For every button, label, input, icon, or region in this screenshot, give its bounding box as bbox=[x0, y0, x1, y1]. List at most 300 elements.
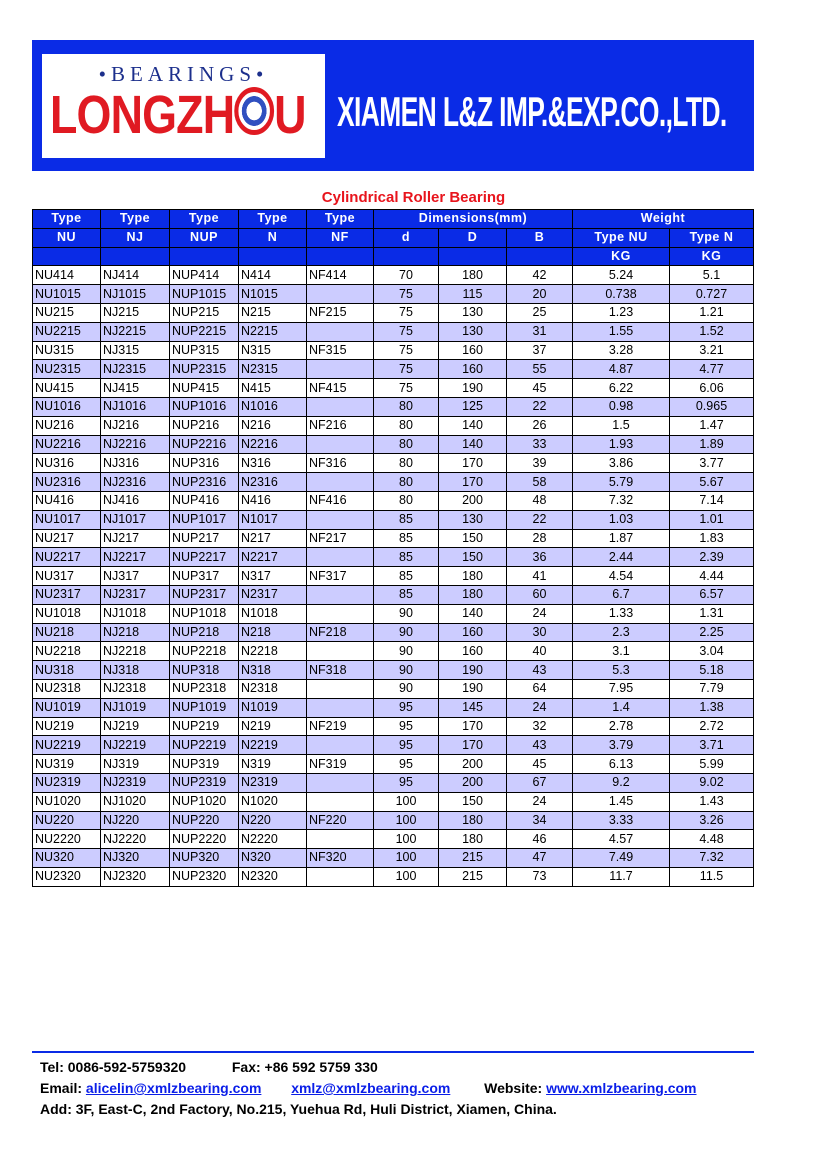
email-link-alicelin[interactable]: alicelin@xmlzbearing.com bbox=[85, 1080, 262, 1096]
email-link-xmlz[interactable]: xmlz@xmlzbearing.com bbox=[291, 1080, 451, 1096]
table-cell: 73 bbox=[507, 867, 573, 886]
table-row bbox=[33, 473, 754, 492]
header-cell bbox=[101, 247, 170, 266]
table-cell: 37 bbox=[507, 341, 573, 360]
header-cell: D bbox=[439, 228, 507, 247]
table-cell: NU1020 bbox=[33, 792, 101, 811]
table-cell: NUP319 bbox=[170, 755, 239, 774]
table-row bbox=[33, 698, 754, 717]
table-cell: NU2319 bbox=[33, 773, 101, 792]
table-cell: 2.3 bbox=[573, 623, 670, 642]
table-cell: N316 bbox=[239, 454, 307, 473]
table-cell: 2.25 bbox=[670, 623, 754, 642]
table-cell: NUP2315 bbox=[170, 360, 239, 379]
table-cell: NUP2317 bbox=[170, 585, 239, 604]
table-cell: NJ219 bbox=[101, 717, 170, 736]
table-cell: 160 bbox=[439, 623, 507, 642]
header-cell: Type NU bbox=[573, 228, 670, 247]
table-row bbox=[33, 510, 754, 529]
table-cell: NJ1020 bbox=[101, 792, 170, 811]
table-body bbox=[33, 210, 754, 887]
table-cell: NU2215 bbox=[33, 322, 101, 341]
table-cell: 31 bbox=[507, 322, 573, 341]
table-cell: NUP2318 bbox=[170, 679, 239, 698]
table-cell: 75 bbox=[374, 360, 439, 379]
table-cell: NUP1018 bbox=[170, 604, 239, 623]
table-cell: NUP2218 bbox=[170, 642, 239, 661]
table-cell: NJ317 bbox=[101, 567, 170, 586]
table-cell: 1.52 bbox=[670, 322, 754, 341]
logo-tagline: •BEARINGS• bbox=[98, 62, 269, 86]
table-cell: 7.79 bbox=[670, 679, 754, 698]
table-cell: NF315 bbox=[307, 341, 374, 360]
table-cell: 70 bbox=[374, 266, 439, 285]
table-cell: NJ320 bbox=[101, 849, 170, 868]
table-cell: 45 bbox=[507, 379, 573, 398]
table-cell: NUP2217 bbox=[170, 548, 239, 567]
table-cell: NU1018 bbox=[33, 604, 101, 623]
table-cell: 30 bbox=[507, 623, 573, 642]
header-cell: Type bbox=[101, 210, 170, 229]
table-cell: NUP414 bbox=[170, 266, 239, 285]
table-cell: 43 bbox=[507, 661, 573, 680]
table-cell: 3.21 bbox=[670, 341, 754, 360]
table-cell: NUP2215 bbox=[170, 322, 239, 341]
table-cell: N2219 bbox=[239, 736, 307, 755]
table-cell: 4.54 bbox=[573, 567, 670, 586]
footer-divider bbox=[32, 1051, 754, 1053]
table-cell: N2216 bbox=[239, 435, 307, 454]
table-cell bbox=[307, 642, 374, 661]
table-cell: 3.1 bbox=[573, 642, 670, 661]
table-cell: NU2316 bbox=[33, 473, 101, 492]
header-cell: NF bbox=[307, 228, 374, 247]
table-cell: NJ2315 bbox=[101, 360, 170, 379]
header-cell: NU bbox=[33, 228, 101, 247]
table-cell: 1.43 bbox=[670, 792, 754, 811]
table-cell: N1018 bbox=[239, 604, 307, 623]
header-cell: KG bbox=[670, 247, 754, 266]
header-cell: Type bbox=[33, 210, 101, 229]
table-cell: NF220 bbox=[307, 811, 374, 830]
table-cell: NJ2216 bbox=[101, 435, 170, 454]
header-cell: NJ bbox=[101, 228, 170, 247]
table-cell: NUP320 bbox=[170, 849, 239, 868]
header-cell bbox=[307, 247, 374, 266]
table-cell: 75 bbox=[374, 322, 439, 341]
table-cell: 39 bbox=[507, 454, 573, 473]
table-cell: 100 bbox=[374, 849, 439, 868]
table-cell: NF414 bbox=[307, 266, 374, 285]
table-cell: N215 bbox=[239, 303, 307, 322]
table-cell: N2318 bbox=[239, 679, 307, 698]
table-cell: NJ2218 bbox=[101, 642, 170, 661]
table-cell: 9.2 bbox=[573, 773, 670, 792]
header-cell bbox=[33, 247, 101, 266]
table-cell: NJ416 bbox=[101, 491, 170, 510]
table-row bbox=[33, 661, 754, 680]
table-cell: 3.33 bbox=[573, 811, 670, 830]
table-cell: N1019 bbox=[239, 698, 307, 717]
table-cell: NUP220 bbox=[170, 811, 239, 830]
table-cell: 3.26 bbox=[670, 811, 754, 830]
table-cell: 85 bbox=[374, 529, 439, 548]
footer-email-label: Email: bbox=[40, 1080, 83, 1096]
table-cell: 80 bbox=[374, 435, 439, 454]
table-cell: 85 bbox=[374, 585, 439, 604]
table-cell: NUP217 bbox=[170, 529, 239, 548]
table-row bbox=[33, 491, 754, 510]
table-cell: 1.4 bbox=[573, 698, 670, 717]
header-cell: N bbox=[239, 228, 307, 247]
table-cell: 60 bbox=[507, 585, 573, 604]
table-cell: 4.44 bbox=[670, 567, 754, 586]
header-cell: Type bbox=[307, 210, 374, 229]
table-cell: 58 bbox=[507, 473, 573, 492]
table-cell: NUP2219 bbox=[170, 736, 239, 755]
table-cell: NU415 bbox=[33, 379, 101, 398]
table-cell: 180 bbox=[439, 811, 507, 830]
logo-brand-right: U bbox=[274, 85, 306, 145]
table-row bbox=[33, 435, 754, 454]
table-cell bbox=[307, 792, 374, 811]
table-cell: 200 bbox=[439, 755, 507, 774]
table-cell: NJ2319 bbox=[101, 773, 170, 792]
table-cell: 32 bbox=[507, 717, 573, 736]
table-cell: N2217 bbox=[239, 548, 307, 567]
table-cell: NUP415 bbox=[170, 379, 239, 398]
table-cell: 0.965 bbox=[670, 397, 754, 416]
table-cell: 75 bbox=[374, 303, 439, 322]
table-row bbox=[33, 360, 754, 379]
table-cell: 26 bbox=[507, 416, 573, 435]
table-cell: 1.31 bbox=[670, 604, 754, 623]
table-cell: 7.32 bbox=[670, 849, 754, 868]
table-cell: NJ2215 bbox=[101, 322, 170, 341]
bearing-table bbox=[32, 209, 754, 887]
table-cell: 150 bbox=[439, 548, 507, 567]
table-cell: 5.67 bbox=[670, 473, 754, 492]
table-cell: 1.55 bbox=[573, 322, 670, 341]
table-cell: 42 bbox=[507, 266, 573, 285]
table-cell: 20 bbox=[507, 285, 573, 304]
table-cell: 95 bbox=[374, 773, 439, 792]
table-cell: 4.77 bbox=[670, 360, 754, 379]
header-cell: KG bbox=[573, 247, 670, 266]
table-row bbox=[33, 604, 754, 623]
table-cell: NF316 bbox=[307, 454, 374, 473]
table-row bbox=[33, 322, 754, 341]
table-cell: NU1019 bbox=[33, 698, 101, 717]
table-cell: 48 bbox=[507, 491, 573, 510]
table-cell: 41 bbox=[507, 567, 573, 586]
table-cell: 22 bbox=[507, 397, 573, 416]
table-cell: 2.39 bbox=[670, 548, 754, 567]
table-cell: 3.86 bbox=[573, 454, 670, 473]
table-cell: NF217 bbox=[307, 529, 374, 548]
table-cell: 80 bbox=[374, 397, 439, 416]
table-cell: 215 bbox=[439, 867, 507, 886]
table-row bbox=[33, 849, 754, 868]
table-cell: N2215 bbox=[239, 322, 307, 341]
table-cell bbox=[307, 736, 374, 755]
table-cell: 190 bbox=[439, 661, 507, 680]
table-row bbox=[33, 303, 754, 322]
table-cell: NUP219 bbox=[170, 717, 239, 736]
table-row bbox=[33, 379, 754, 398]
table-cell: N1020 bbox=[239, 792, 307, 811]
table-cell: NF218 bbox=[307, 623, 374, 642]
table-cell: N320 bbox=[239, 849, 307, 868]
table-cell: 115 bbox=[439, 285, 507, 304]
table-cell: NUP318 bbox=[170, 661, 239, 680]
table-cell: 2.72 bbox=[670, 717, 754, 736]
company-logo bbox=[42, 54, 325, 158]
table-cell: NJ2220 bbox=[101, 830, 170, 849]
table-cell: N416 bbox=[239, 491, 307, 510]
table-row bbox=[33, 285, 754, 304]
website-link[interactable]: www.xmlzbearing.com bbox=[546, 1080, 697, 1096]
table-row bbox=[33, 454, 754, 473]
table-cell: N2320 bbox=[239, 867, 307, 886]
header-cell: Type bbox=[239, 210, 307, 229]
table-cell: NJ1015 bbox=[101, 285, 170, 304]
table-cell: 95 bbox=[374, 736, 439, 755]
table-cell: 0.738 bbox=[573, 285, 670, 304]
table-cell: N2220 bbox=[239, 830, 307, 849]
table-cell: NUP2320 bbox=[170, 867, 239, 886]
table-cell: 1.83 bbox=[670, 529, 754, 548]
table-cell: N1017 bbox=[239, 510, 307, 529]
table-cell: NJ414 bbox=[101, 266, 170, 285]
table-cell: 160 bbox=[439, 642, 507, 661]
table-cell: 3.77 bbox=[670, 454, 754, 473]
table-cell bbox=[307, 698, 374, 717]
table-cell: N415 bbox=[239, 379, 307, 398]
table-cell: NJ218 bbox=[101, 623, 170, 642]
table-cell: 5.18 bbox=[670, 661, 754, 680]
table-cell: 24 bbox=[507, 792, 573, 811]
table-cell: 1.47 bbox=[670, 416, 754, 435]
footer-tel: Tel: 0086-592-5759320 bbox=[40, 1059, 187, 1075]
table-cell: NU219 bbox=[33, 717, 101, 736]
table-cell: N216 bbox=[239, 416, 307, 435]
table-cell: 5.24 bbox=[573, 266, 670, 285]
table-cell: 100 bbox=[374, 867, 439, 886]
table-cell: NUP2220 bbox=[170, 830, 239, 849]
header-row-2 bbox=[33, 228, 754, 247]
table-cell: NU416 bbox=[33, 491, 101, 510]
table-cell: NU220 bbox=[33, 811, 101, 830]
table-cell: N219 bbox=[239, 717, 307, 736]
table-cell: 5.1 bbox=[670, 266, 754, 285]
table-cell: 75 bbox=[374, 285, 439, 304]
table-cell: 125 bbox=[439, 397, 507, 416]
header-cell bbox=[439, 247, 507, 266]
logo-brand-left: LONGZH bbox=[50, 85, 235, 145]
table-cell: 7.49 bbox=[573, 849, 670, 868]
table-cell: 1.33 bbox=[573, 604, 670, 623]
table-cell: NJ216 bbox=[101, 416, 170, 435]
table-cell: 5.79 bbox=[573, 473, 670, 492]
table-cell: 150 bbox=[439, 529, 507, 548]
table-cell: 130 bbox=[439, 510, 507, 529]
table-cell: N2317 bbox=[239, 585, 307, 604]
table-cell: NU317 bbox=[33, 567, 101, 586]
table-cell: NJ318 bbox=[101, 661, 170, 680]
table-cell: NU315 bbox=[33, 341, 101, 360]
table-row bbox=[33, 642, 754, 661]
table-cell: N414 bbox=[239, 266, 307, 285]
table-row bbox=[33, 416, 754, 435]
table-cell: NF320 bbox=[307, 849, 374, 868]
table-cell: 170 bbox=[439, 454, 507, 473]
table-cell: NF318 bbox=[307, 661, 374, 680]
footer-email-line bbox=[40, 1080, 697, 1096]
header-row-1 bbox=[33, 210, 754, 229]
table-cell: 95 bbox=[374, 698, 439, 717]
table-cell: 1.38 bbox=[670, 698, 754, 717]
table-cell: NJ2320 bbox=[101, 867, 170, 886]
table-cell: 22 bbox=[507, 510, 573, 529]
table-cell: NJ215 bbox=[101, 303, 170, 322]
table-cell: NUP416 bbox=[170, 491, 239, 510]
table-cell: 170 bbox=[439, 736, 507, 755]
table-cell: 6.22 bbox=[573, 379, 670, 398]
table-row bbox=[33, 679, 754, 698]
table-cell: 55 bbox=[507, 360, 573, 379]
table-cell: NU318 bbox=[33, 661, 101, 680]
table-cell: 95 bbox=[374, 755, 439, 774]
table-cell: NU1016 bbox=[33, 397, 101, 416]
table-cell bbox=[307, 604, 374, 623]
table-cell: NJ2318 bbox=[101, 679, 170, 698]
table-cell: NJ2316 bbox=[101, 473, 170, 492]
table-cell: 90 bbox=[374, 661, 439, 680]
table-cell: 4.48 bbox=[670, 830, 754, 849]
table-cell: NU319 bbox=[33, 755, 101, 774]
table-cell: 80 bbox=[374, 473, 439, 492]
table-cell: 4.57 bbox=[573, 830, 670, 849]
table-cell: NJ415 bbox=[101, 379, 170, 398]
table-cell bbox=[307, 867, 374, 886]
table-cell: 1.03 bbox=[573, 510, 670, 529]
table-cell: 3.79 bbox=[573, 736, 670, 755]
table-cell: 100 bbox=[374, 792, 439, 811]
header-cell-weight: Weight bbox=[573, 210, 754, 229]
table-cell: 1.89 bbox=[670, 435, 754, 454]
table-cell bbox=[307, 473, 374, 492]
table-cell: NJ1019 bbox=[101, 698, 170, 717]
table-row bbox=[33, 830, 754, 849]
table-cell: N217 bbox=[239, 529, 307, 548]
table-cell: 0.727 bbox=[670, 285, 754, 304]
table-cell: NUP1020 bbox=[170, 792, 239, 811]
table-cell: NUP2316 bbox=[170, 473, 239, 492]
table-cell: 90 bbox=[374, 623, 439, 642]
table-cell: 180 bbox=[439, 830, 507, 849]
table-cell: 2.78 bbox=[573, 717, 670, 736]
table-cell: NUP316 bbox=[170, 454, 239, 473]
table-row bbox=[33, 266, 754, 285]
table-cell: N2319 bbox=[239, 773, 307, 792]
table-cell bbox=[307, 510, 374, 529]
table-cell: 7.32 bbox=[573, 491, 670, 510]
table-cell: 24 bbox=[507, 698, 573, 717]
table-cell: NU320 bbox=[33, 849, 101, 868]
table-row bbox=[33, 567, 754, 586]
table-cell: NUP2319 bbox=[170, 773, 239, 792]
table-cell: 11.5 bbox=[670, 867, 754, 886]
footer-fax: Fax: +86 592 5759 330 bbox=[231, 1059, 378, 1075]
table-cell bbox=[307, 435, 374, 454]
table-cell: 180 bbox=[439, 266, 507, 285]
header-cell bbox=[507, 247, 573, 266]
table-cell: NU2315 bbox=[33, 360, 101, 379]
table-row bbox=[33, 529, 754, 548]
table-cell: N315 bbox=[239, 341, 307, 360]
table-row bbox=[33, 792, 754, 811]
table-cell: NJ319 bbox=[101, 755, 170, 774]
table-cell bbox=[307, 830, 374, 849]
table-cell: N319 bbox=[239, 755, 307, 774]
table-cell: NU2218 bbox=[33, 642, 101, 661]
table-cell: N318 bbox=[239, 661, 307, 680]
table-cell: 1.21 bbox=[670, 303, 754, 322]
table-cell: 3.04 bbox=[670, 642, 754, 661]
table-cell: NU2317 bbox=[33, 585, 101, 604]
table-cell: NUP216 bbox=[170, 416, 239, 435]
table-cell: 36 bbox=[507, 548, 573, 567]
header-cell: B bbox=[507, 228, 573, 247]
table-cell: 25 bbox=[507, 303, 573, 322]
table-cell bbox=[307, 585, 374, 604]
table-cell: NF215 bbox=[307, 303, 374, 322]
table-cell: 100 bbox=[374, 830, 439, 849]
table-cell: 145 bbox=[439, 698, 507, 717]
table-cell: 75 bbox=[374, 379, 439, 398]
table-cell: NJ1016 bbox=[101, 397, 170, 416]
table-cell: 3.28 bbox=[573, 341, 670, 360]
table-cell: 95 bbox=[374, 717, 439, 736]
table-cell: 24 bbox=[507, 604, 573, 623]
document-title: Cylindrical Roller Bearing bbox=[321, 189, 506, 206]
table-cell bbox=[307, 322, 374, 341]
table-cell: 190 bbox=[439, 379, 507, 398]
table-cell: 67 bbox=[507, 773, 573, 792]
table-cell: NU218 bbox=[33, 623, 101, 642]
table-cell: 80 bbox=[374, 491, 439, 510]
table-cell: NJ1018 bbox=[101, 604, 170, 623]
table-row bbox=[33, 811, 754, 830]
table-cell: NUP315 bbox=[170, 341, 239, 360]
table-cell: N2218 bbox=[239, 642, 307, 661]
table-cell: NF317 bbox=[307, 567, 374, 586]
table-cell: NJ220 bbox=[101, 811, 170, 830]
table-cell bbox=[307, 679, 374, 698]
table-cell: NU316 bbox=[33, 454, 101, 473]
table-cell: 1.23 bbox=[573, 303, 670, 322]
company-name: XIAMEN L&Z IMP.&EXP.CO.,LTD. bbox=[337, 88, 727, 135]
table-cell: 190 bbox=[439, 679, 507, 698]
table-cell: 3.71 bbox=[670, 736, 754, 755]
table-cell: 9.02 bbox=[670, 773, 754, 792]
header-cell: Type bbox=[170, 210, 239, 229]
table-cell: 33 bbox=[507, 435, 573, 454]
table-cell bbox=[307, 548, 374, 567]
table-cell: 140 bbox=[439, 416, 507, 435]
table-cell: NJ1017 bbox=[101, 510, 170, 529]
